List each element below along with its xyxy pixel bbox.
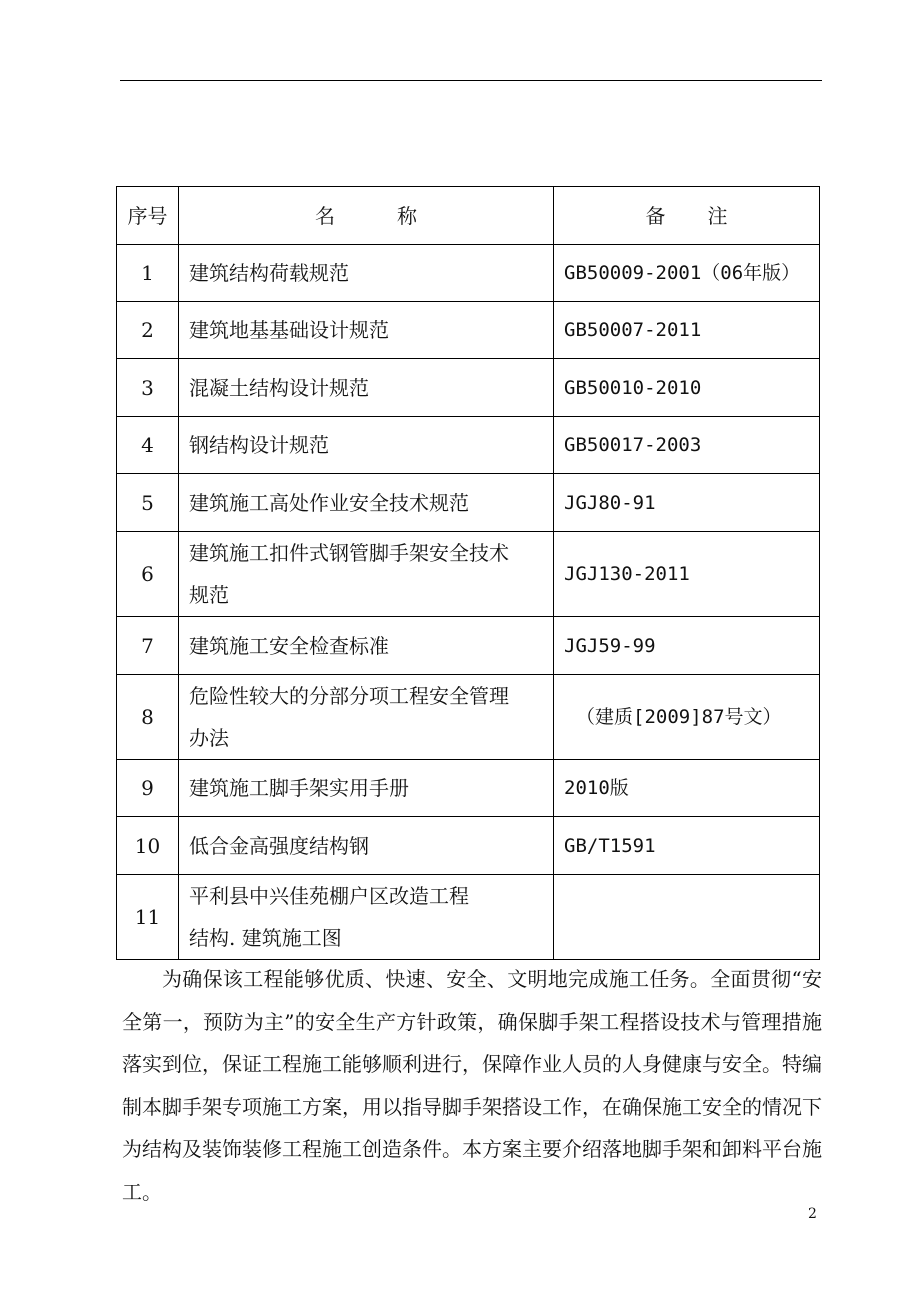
header-note-right: 注	[707, 203, 728, 228]
row-index: 3	[117, 359, 179, 417]
row-name-line1: 建筑施工扣件式钢管脚手架安全技术	[189, 541, 509, 565]
row-note: GB50007-2011	[554, 302, 820, 359]
row-index: 6	[117, 532, 179, 617]
header-index: 序号	[117, 187, 179, 245]
table-header-row	[117, 187, 820, 245]
row-index: 4	[117, 417, 179, 474]
header-note	[554, 187, 820, 245]
table-row	[117, 875, 820, 960]
table-row	[117, 675, 820, 760]
table-row	[117, 474, 820, 532]
header-rule	[120, 80, 822, 81]
row-index: 2	[117, 302, 179, 359]
standards-table	[116, 186, 820, 960]
row-name	[179, 875, 554, 960]
row-index: 10	[117, 817, 179, 875]
row-name-line1: 危险性较大的分部分项工程安全管理	[189, 684, 509, 708]
row-name: 建筑地基基础设计规范	[179, 302, 554, 359]
row-index: 7	[117, 617, 179, 675]
table-row	[117, 359, 820, 417]
row-name-line2: 办法	[189, 726, 229, 750]
table-row	[117, 817, 820, 875]
row-note: GB50009-2001（06年版）	[554, 245, 820, 302]
table-row	[117, 617, 820, 675]
row-name: 建筑结构荷载规范	[179, 245, 554, 302]
row-index: 9	[117, 760, 179, 817]
row-note: 2010版	[554, 760, 820, 817]
row-index: 11	[117, 875, 179, 960]
row-note: JGJ80-91	[554, 474, 820, 532]
row-name	[179, 532, 554, 617]
row-note: GB/T1591	[554, 817, 820, 875]
row-name: 建筑施工安全检查标准	[179, 617, 554, 675]
table-row	[117, 760, 820, 817]
table-row	[117, 302, 820, 359]
table-row	[117, 417, 820, 474]
row-index: 8	[117, 675, 179, 760]
row-note	[554, 875, 820, 960]
body-paragraph: 为确保该工程能够优质、快速、安全、文明地完成施工任务。全面贯彻“安全第一，预防为主”的安全生产方针政策，确保脚手架工程搭设技术与管理措施落实到位，保证工程施工能够顺利进行，保障作业人员的人身健康与安全。特编制本脚手架专项施工方案，用以指导脚手架搭设工作，在确保施工安全的情况下为结构及装饰装修工程施工创造条件。本方案主要介绍落地脚手架和卸料平台施工。	[122, 967, 822, 1204]
header-name	[179, 187, 554, 245]
row-note: JGJ59-99	[554, 617, 820, 675]
row-name-line2: 结构. 建筑施工图	[189, 926, 342, 950]
row-note: GB50017-2003	[554, 417, 820, 474]
row-note: GB50010-2010	[554, 359, 820, 417]
row-name: 混凝土结构设计规范	[179, 359, 554, 417]
row-name: 钢结构设计规范	[179, 417, 554, 474]
row-index: 5	[117, 474, 179, 532]
row-note: （建质[2009]87号文）	[554, 675, 820, 760]
table-row	[117, 245, 820, 302]
row-name-line1: 平利县中兴佳苑棚户区改造工程	[189, 884, 469, 908]
row-note: JGJ130-2011	[554, 532, 820, 617]
row-index: 1	[117, 245, 179, 302]
row-name: 建筑施工脚手架实用手册	[179, 760, 554, 817]
header-name-right: 称	[397, 203, 417, 228]
row-name: 低合金高强度结构钢	[179, 817, 554, 875]
page-number: 2	[808, 1206, 817, 1222]
row-name: 建筑施工高处作业安全技术规范	[179, 474, 554, 532]
row-name-line2: 规范	[189, 583, 229, 607]
row-name	[179, 675, 554, 760]
table-row	[117, 532, 820, 617]
header-name-left: 名	[315, 203, 335, 228]
header-note-left: 备	[645, 203, 666, 228]
